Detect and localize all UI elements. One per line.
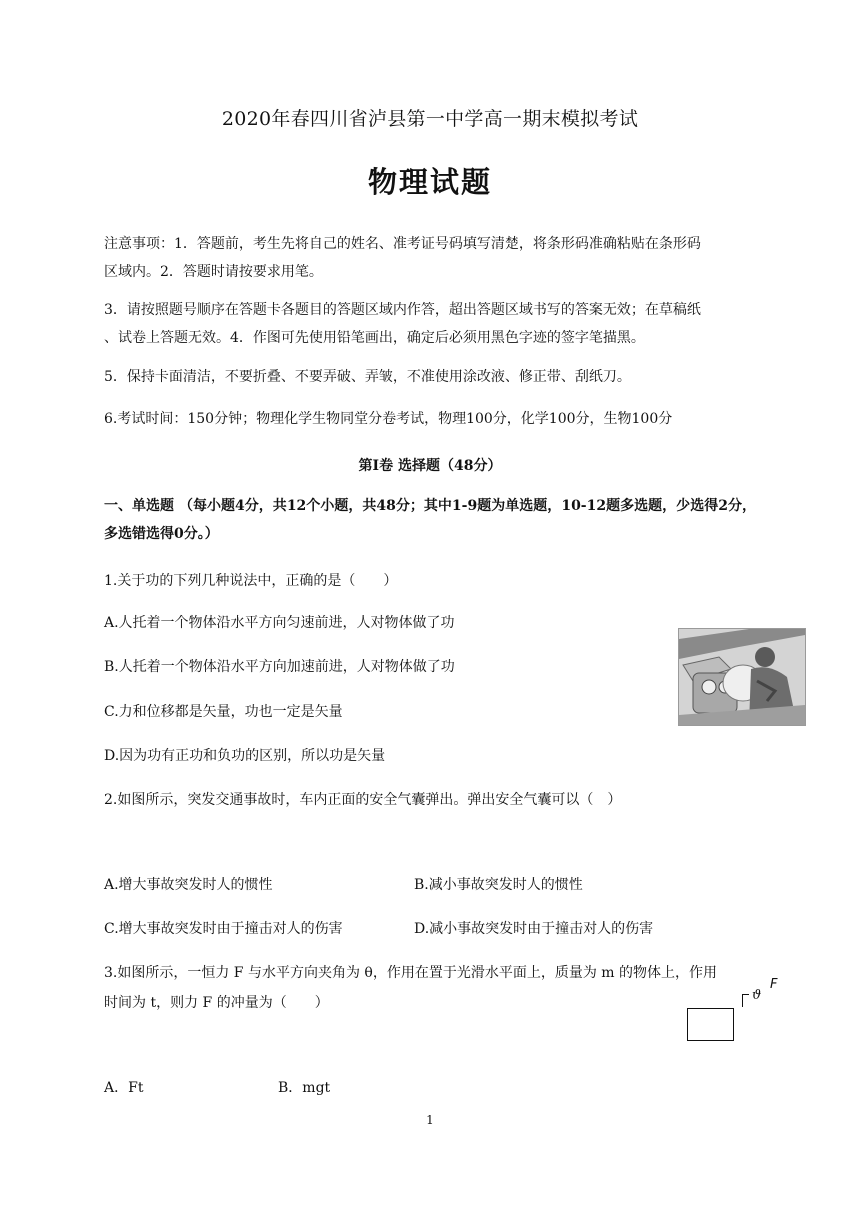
- subject-title: 物理试题: [367, 165, 492, 199]
- notes-line-1: 注意事项：1．答题前，考生先将自己的姓名、准考证号码填写清楚，将条形码准确粘贴在条形码: [104, 236, 701, 252]
- force-diagram-block: [687, 1008, 734, 1041]
- force-diagram-angle-label: ϑ: [752, 988, 762, 1003]
- airbag-photo-illustration: [679, 629, 805, 725]
- q1-option-a: A.人托着一个物体沿水平方向匀速前进，人对物体做了功: [104, 615, 455, 631]
- notes-line-2: 区域内。2．答题时请按要求用笔。: [104, 264, 323, 280]
- page-number: 1: [426, 1113, 434, 1127]
- airbag-photo: [678, 628, 806, 726]
- notes-line-6: 6.考试时间：150分钟；物理化学生物同堂分卷考试，物理100分，化学100分，生物100分: [104, 411, 673, 427]
- force-diagram-angle-mark: [742, 994, 749, 1007]
- q2-option-d: D.减小事故突发时由于撞击对人的伤害: [414, 921, 654, 937]
- q2-option-c: C.增大事故突发时由于撞击对人的伤害: [104, 921, 343, 937]
- q3-stem-line-1: 3.如图所示，一恒力 F 与水平方向夹角为 θ，作用在置于光滑水平面上，质量为 m 的物体上，作用: [104, 965, 718, 981]
- section-instructions: 一、单选题 （每小题4分，共12个小题，共48分；其中1-9题为单选题，10-12题多选题，少选得2分，多选错选得0分。）: [104, 498, 756, 542]
- q2-option-a: A.增大事故突发时人的惯性: [104, 877, 273, 893]
- q3-option-a: A．Ft: [104, 1080, 144, 1096]
- notes-line-4: 、试卷上答题无效。4．作图可先使用铅笔画出，确定后必须用黑色字迹的签字笔描黑。: [104, 330, 645, 346]
- notes-line-3: 3．请按照题号顺序在答题卡各题目的答题区域内作答，超出答题区域书写的答案无效；在草稿纸: [104, 302, 701, 318]
- notes-line-5: 5．保持卡面清洁，不要折叠、不要弄破、弄皱，不准使用涂改液、修正带、刮纸刀。: [104, 369, 631, 385]
- exam-title: 2020年春四川省泸县第一中学高一期末模拟考试: [221, 108, 639, 130]
- force-diagram-force-label: F: [770, 977, 778, 992]
- q2-option-b: B.减小事故突发时人的惯性: [414, 877, 583, 893]
- q3-option-b: B．mgt: [278, 1080, 331, 1096]
- q3-stem-line-2: 时间为 t，则力 F 的冲量为（ ）: [104, 995, 329, 1011]
- q2-stem: 2.如图所示，突发交通事故时，车内正面的安全气囊弹出。弹出安全气囊可以（ ）: [104, 792, 622, 808]
- q1-stem: 1.关于功的下列几种说法中，正确的是（ ）: [104, 573, 398, 589]
- section-title: 第I卷 选择题（48分）: [358, 458, 502, 474]
- q1-option-b: B.人托着一个物体沿水平方向加速前进，人对物体做了功: [104, 659, 455, 675]
- q1-option-d: D.因为功有正功和负功的区别，所以功是矢量: [104, 748, 386, 764]
- q1-option-c: C.力和位移都是矢量，功也一定是矢量: [104, 704, 343, 720]
